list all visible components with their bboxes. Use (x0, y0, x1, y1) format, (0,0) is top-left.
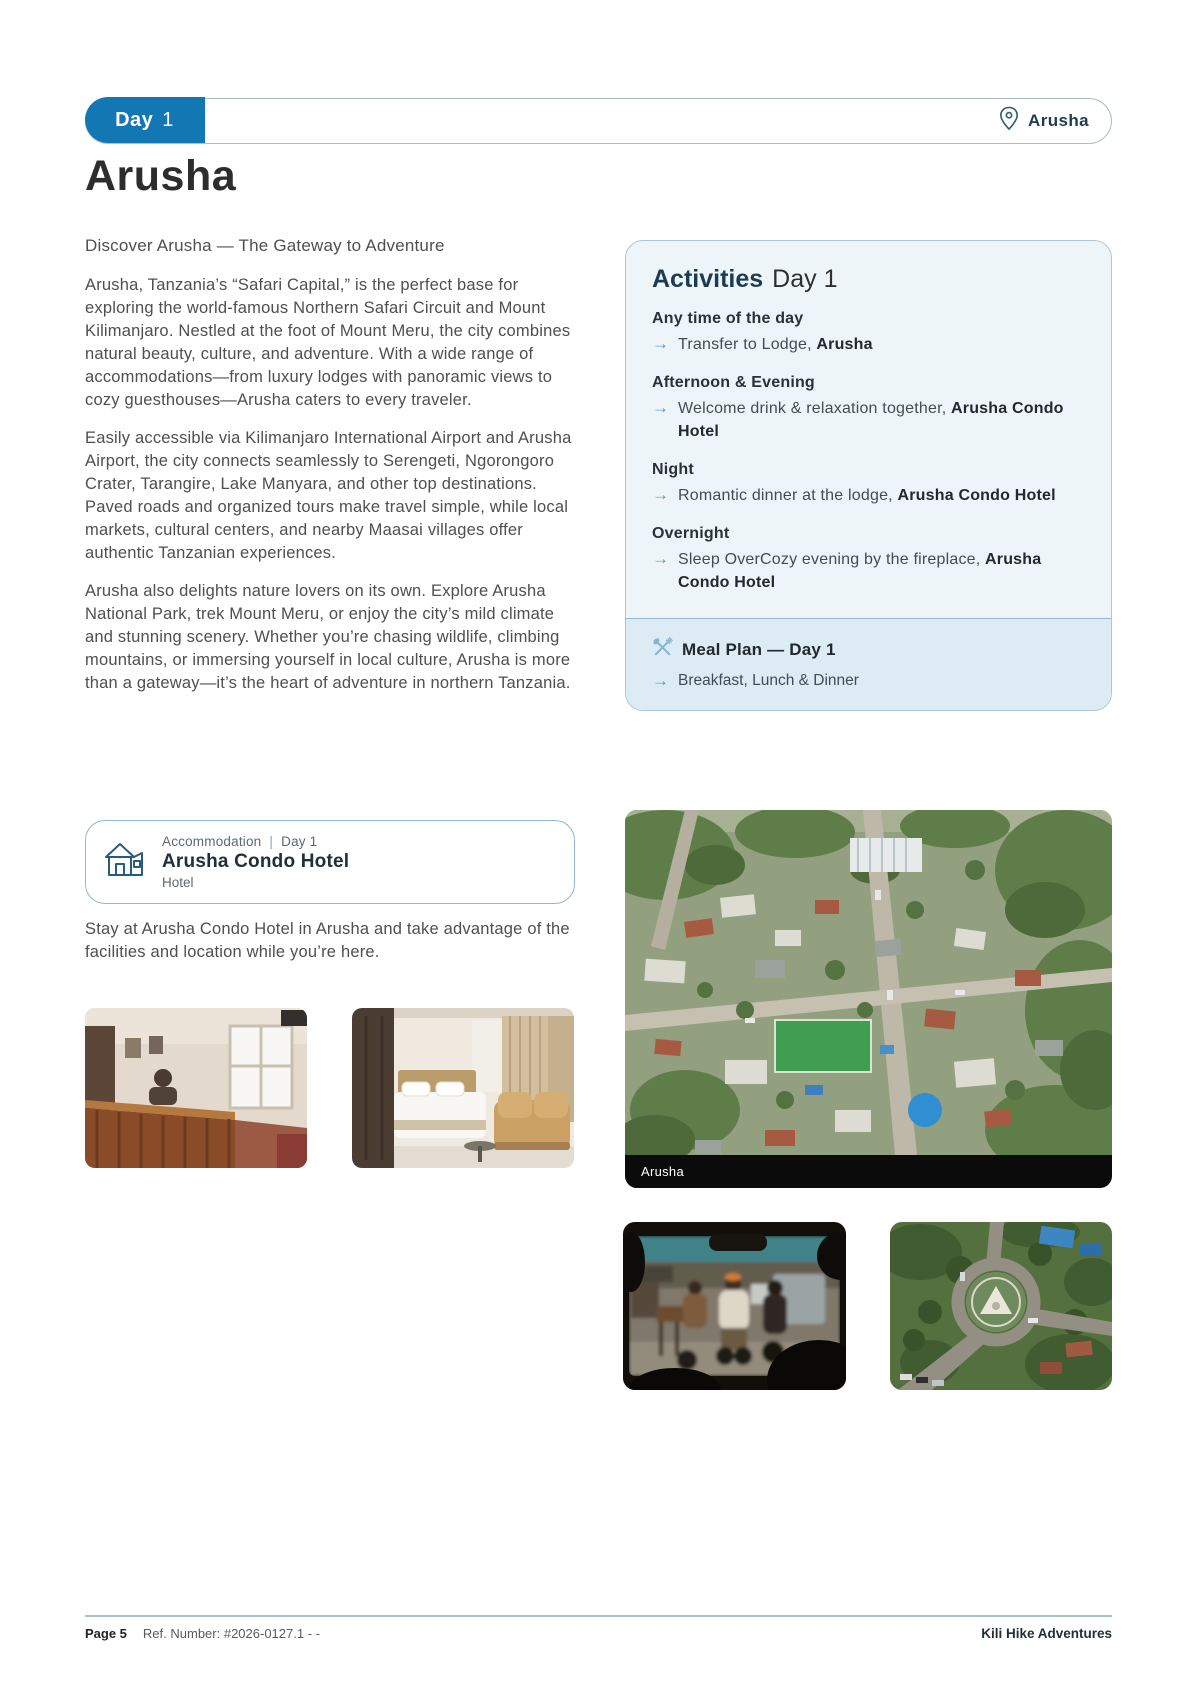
intro-paragraph: Arusha also delights nature lovers on its own. Explore Arusha National Park, trek Mount Meru, or enjoy the city’s mild climate and stunning scenery. Whether you’re chasing wildlife, climbing mountains, or immersing yourself in local culture, Arusha is more than a gateway—it’s the heart of adventure in northern Tanzania. (85, 582, 571, 692)
activity-place: Arusha Condo Hotel (678, 551, 1042, 591)
footer-divider (85, 1615, 1112, 1617)
meal-plan-title: Meal Plan — Day 1 (682, 640, 836, 659)
arrow-icon: → (652, 398, 669, 417)
street-traffic-photo (623, 1222, 846, 1390)
activities-title-bold: Activities (652, 265, 764, 293)
activity-item (652, 333, 1085, 356)
hotel-reception-photo (85, 1008, 307, 1168)
meal-plan-item (652, 670, 1085, 692)
arrow-icon: → (652, 671, 669, 690)
activity-item (652, 397, 1085, 443)
accommodation-info (162, 834, 349, 890)
activities-panel (625, 240, 1112, 711)
activities-title-day: Day 1 (772, 265, 838, 293)
activity-section (652, 461, 1085, 507)
accommodation-card (85, 820, 575, 904)
activity-section (652, 525, 1085, 594)
footer-reference-number: Ref. Number: #2026-0127.1 - - (142, 1626, 320, 1641)
arrow-icon: → (652, 485, 669, 504)
day-number: 1 (162, 108, 174, 131)
crossed-utensils-icon (652, 637, 673, 663)
activity-place: Arusha Condo Hotel (678, 400, 1064, 440)
intro-paragraph: Arusha, Tanzania’s “Safari Capital,” is the perfect base for exploring the world-famous Northern Safari Circuit and Mount Kilimanjaro. Nestled at the foot of Mount Meru, the city combines natural beauty, culture, and adventure. With a wide range of accommodations—from luxury lodges with panoramic views to cozy guesthouses—Arusha caters to every traveler. (85, 276, 571, 409)
footer-page-number: Page 5 (85, 1626, 127, 1641)
footer-brand: Kili Hike Adventures (981, 1626, 1112, 1641)
accommodation-day: Day 1 (281, 834, 318, 849)
activity-text: Sleep OverCozy evening by the fireplace, (678, 551, 986, 568)
activity-section-heading: Afternoon & Evening (652, 374, 815, 391)
activity-item (652, 548, 1085, 594)
activity-place: Arusha (816, 336, 873, 353)
accommodation-label-row (162, 834, 349, 849)
arrow-icon: → (652, 549, 669, 568)
activity-text: Welcome drink & relaxation together, (678, 400, 952, 417)
intro-paragraph: Easily accessible via Kilimanjaro International Airport and Arusha Airport, the city connects seamlessly to Serengeti, Ngorongoro Crater, Tarangire, Lake Manyara, and other top destinations. Paved roads and organized tours make travel simple, while local markets, cultural centers, and nearby Maasai villages offer authentic Tanzanian experiences. (85, 429, 572, 562)
roundabout-aerial-photo (890, 1222, 1112, 1390)
day-badge (85, 97, 205, 143)
activity-item (652, 484, 1085, 507)
location-name: Arusha (1028, 111, 1089, 130)
hotel-room-photo (352, 1008, 574, 1168)
label-separator: | (269, 834, 274, 849)
intro-column (85, 236, 579, 710)
meal-plan-header (652, 637, 1085, 663)
hotel-type: Hotel (162, 875, 194, 890)
stay-note: Stay at Arusha Condo Hotel in Arusha and take advantage of the facilities and location while you’re here. (85, 920, 570, 961)
accommodation-label: Accommodation (162, 834, 262, 849)
location-pin-icon (999, 106, 1019, 136)
arrow-icon: → (652, 334, 669, 353)
activity-text: Transfer to Lodge, (678, 336, 817, 353)
photo-caption: Arusha (625, 1155, 1112, 1188)
activity-section (652, 374, 1085, 443)
activity-section (652, 310, 1085, 356)
day-label: Day (115, 108, 154, 131)
activity-section-heading: Night (652, 461, 694, 478)
intro-tagline: Discover Arusha — The Gateway to Adventure (85, 236, 445, 255)
activities-body (626, 241, 1111, 618)
activity-section-heading: Overnight (652, 525, 730, 542)
location-badge (999, 106, 1111, 136)
activity-section-heading: Any time of the day (652, 310, 804, 327)
activities-title (652, 265, 1085, 294)
footer (85, 1626, 1112, 1641)
meal-plan-section (626, 618, 1111, 710)
activity-place: Arusha Condo Hotel (897, 487, 1056, 504)
arusha-aerial-photo (625, 810, 1112, 1188)
house-icon (102, 839, 148, 886)
page-title: Arusha (85, 152, 237, 200)
day-header-bar (85, 98, 1112, 144)
arusha-aerial-image (625, 810, 1112, 1155)
hotel-name: Arusha Condo Hotel (162, 851, 350, 872)
meal-plan-text: Breakfast, Lunch & Dinner (678, 672, 859, 689)
activity-text: Romantic dinner at the lodge, (678, 487, 898, 504)
